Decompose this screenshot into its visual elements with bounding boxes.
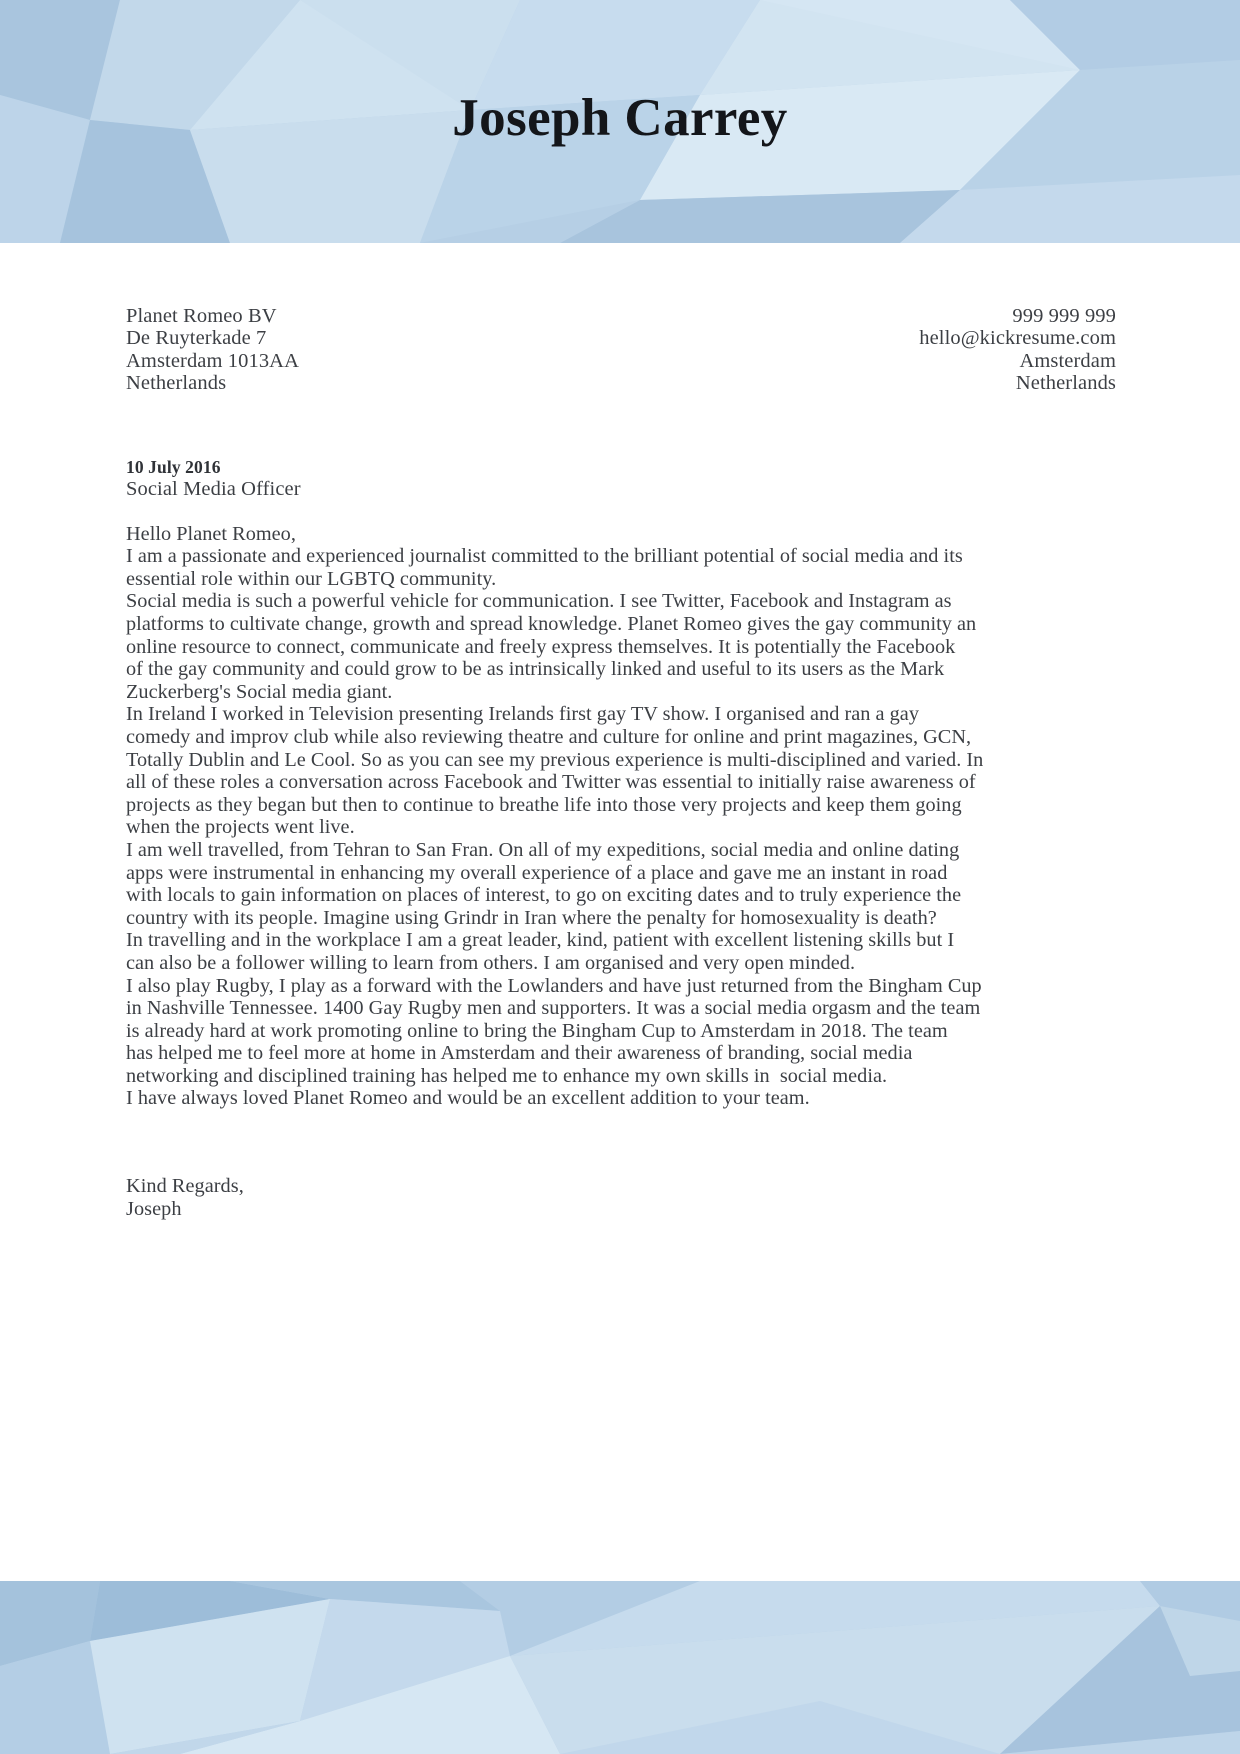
letter-meta: [126, 456, 1114, 501]
letter-content: [0, 243, 1240, 1221]
footer-polygon-band: [0, 1581, 1240, 1754]
address-section: [126, 305, 1116, 395]
letter-line: with locals to gain information on places of interest, to go on exciting dates and to truly experience the: [126, 884, 962, 907]
letter-line: has helped me to feel more at home in Amsterdam and their awareness of branding, social media: [126, 1042, 913, 1065]
sender-city: Amsterdam: [1019, 349, 1116, 372]
footer-polygon-graphic: [0, 1581, 1240, 1754]
letter-line: when the projects went live.: [126, 816, 355, 839]
letter-signoff: [126, 1175, 1114, 1221]
sender-phone: 999 999 999: [1012, 305, 1116, 327]
recipient-line: De Ruyterkade 7: [126, 327, 267, 350]
letter-line: projects as they began but then to continue to breathe life into those very projects and keep them going: [126, 793, 962, 816]
letter-date: 10 July 2016: [126, 456, 221, 477]
letter-line: Social media is such a powerful vehicle for communication. I see Twitter, Facebook and Instagram as: [126, 590, 952, 613]
letter-line: online resource to connect, communicate and freely express themselves. It is potentially the Facebook: [126, 635, 956, 658]
recipient-line: Netherlands: [126, 372, 227, 395]
letter-line: Zuckerberg's Social media giant.: [126, 680, 393, 703]
letter-closing-line: I have always loved Planet Romeo and would be an excellent addition to your team.: [126, 1087, 810, 1110]
signoff-name: Joseph: [126, 1198, 182, 1221]
letter-line: In Ireland I worked in Television presenting Irelands first gay TV show. I organised and ran a gay: [126, 703, 919, 726]
letter-line: networking and disciplined training has helped me to enhance my own skills in social media.: [126, 1064, 888, 1087]
letter-line: of the gay community and could grow to be as intrinsically linked and useful to its users as the Mark: [126, 658, 945, 681]
letter-line: I am well travelled, from Tehran to San Fran. On all of my expeditions, social media and online dating: [126, 838, 960, 861]
sender-country: Netherlands: [1015, 372, 1116, 395]
letter-line: all of these roles a conversation across Facebook and Twitter was essential to initially raise awareness of: [126, 771, 976, 794]
letter-line: in Nashville Tennessee. 1400 Gay Rugby men and supporters. It was a social media orgasm and the team: [126, 997, 981, 1020]
letter-body: [126, 523, 1026, 1110]
letter-line: is already hard at work promoting online to bring the Bingham Cup to Amsterdam in 2018. The team: [126, 1019, 948, 1042]
letter-line: apps were instrumental in enhancing my overall experience of a place and gave me an instant in road: [126, 861, 948, 884]
recipient-line: Amsterdam 1013AA: [126, 349, 299, 372]
letter-line: I am a passionate and experienced journalist committed to the brilliant potential of social media and its: [126, 545, 963, 568]
letter-line: Totally Dublin and Le Cool. So as you can see my previous experience is multi-disciplined and varied. In: [126, 748, 984, 771]
sender-email: hello@kickresume.com: [919, 327, 1116, 350]
letter-line: comedy and improv club while also reviewing theatre and culture for online and print magazines, GCN,: [126, 725, 972, 748]
letter-line: platforms to cultivate change, growth and spread knowledge. Planet Romeo gives the gay community an: [126, 613, 977, 635]
header-polygon-graphic: [0, 0, 1240, 243]
letter-line: essential role within our LGBTQ community.: [126, 567, 497, 590]
letter-salutation: Hello Planet Romeo,: [126, 522, 296, 545]
recipient-address: [126, 305, 299, 395]
page-title: Joseph Carrey: [452, 89, 788, 147]
sender-contact: [919, 305, 1116, 395]
letter-line: can also be a follower willing to learn from others. I am organised and very open minded.: [126, 951, 856, 974]
header-polygon-band: [0, 0, 1240, 243]
letter-line: In travelling and in the workplace I am a great leader, kind, patient with excellent listening skills but I: [126, 929, 955, 952]
letter-line: I also play Rugby, I play as a forward with the Lowlanders and have just returned from the Bingham Cup: [126, 974, 982, 997]
letter-line: country with its people. Imagine using Grindr in Iran where the penalty for homosexuality is death?: [126, 906, 937, 929]
recipient-line: Planet Romeo BV: [126, 305, 277, 327]
letter-position: Social Media Officer: [126, 477, 301, 500]
signoff-greeting: Kind Regards,: [126, 1175, 244, 1198]
